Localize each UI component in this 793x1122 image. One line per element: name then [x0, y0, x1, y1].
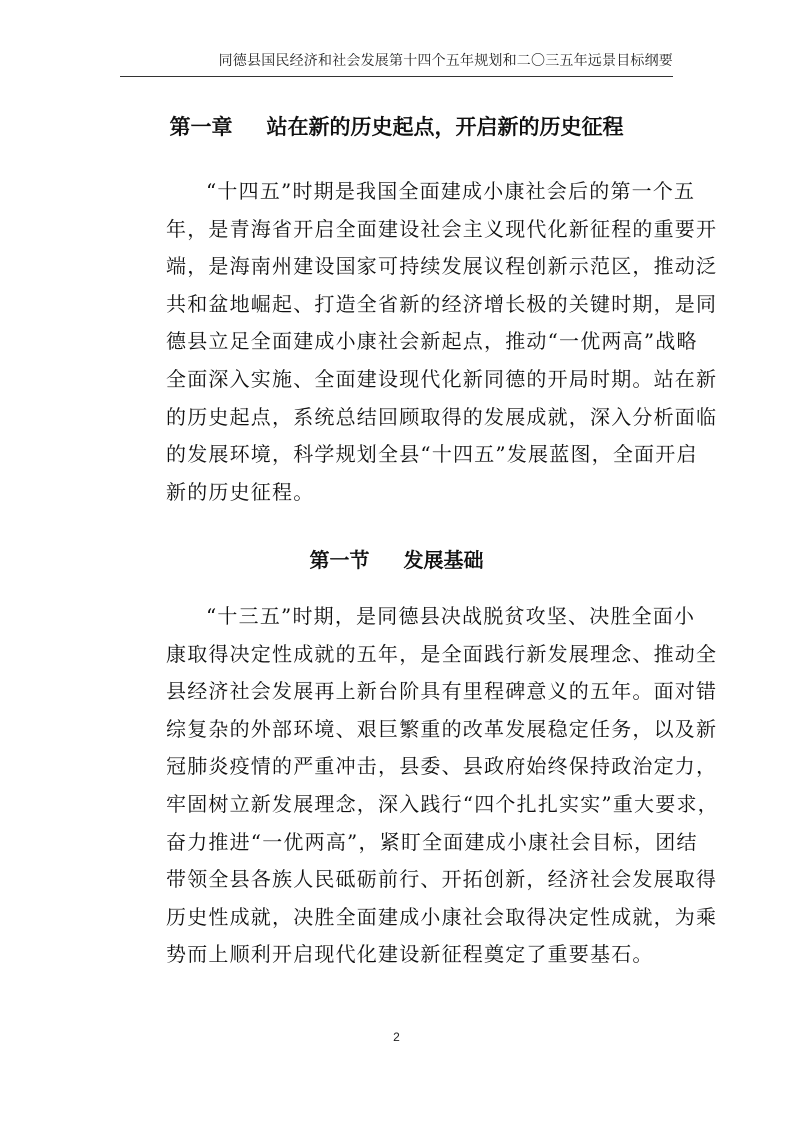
paragraph-line: 县经济社会发展再上新台阶具有里程碑意义的五年。面对错: [166, 679, 718, 704]
paragraph-line: 历史性成就，决胜全面建成小康社会取得决定性成就，为乘: [166, 904, 718, 929]
paragraph-line: 综复杂的外部环境、艰巨繁重的改革发展稳定任务，以及新: [166, 716, 718, 741]
paragraph-line: 德县立足全面建成小康社会新起点，推动“一优两高”战略: [166, 329, 698, 354]
chapter-title-text: 站在新的历史起点，开启新的历史征程: [266, 115, 624, 139]
section-title: [120, 545, 673, 575]
section-title-text: 发展基础: [403, 548, 484, 572]
paragraph-line: “十三五”时期，是同德县决战脱贫攻坚、决胜全面小: [206, 604, 696, 628]
paragraph-line: 冠肺炎疫情的严重冲击，县委、县政府始终保持政治定力，: [166, 754, 718, 779]
paragraph-line: 全面深入实施、全面建设现代化新同德的开局时期。站在新: [166, 366, 718, 391]
page-number: 2: [393, 1030, 400, 1044]
paragraph-line: 牢固树立新发展理念，深入践行“四个扎扎实实”重大要求，: [166, 791, 719, 816]
paragraph-line: 共和盆地崛起、打造全省新的经济增长极的关键时期，是同: [166, 291, 718, 316]
paragraph-line: 带领全县各族人民砥砺前行、开拓创新，经济社会发展取得: [166, 867, 718, 892]
paragraph-line: 年，是青海省开启全面建设社会主义现代化新征程的重要开: [166, 216, 718, 241]
paragraph-line: “十四五”时期是我国全面建成小康社会后的第一个五: [206, 179, 696, 203]
intro-paragraph: [166, 173, 718, 511]
paragraph-line: 的发展环境，科学规划全县“十四五”发展蓝图，全面开启: [166, 442, 698, 467]
section-number: 第一节: [309, 548, 370, 572]
paragraph-line: 的历史起点，系统总结回顾取得的发展成就，深入分析面临: [166, 404, 718, 429]
section-paragraph: [166, 598, 719, 974]
paragraph-line: 奋力推进“一优两高”，紧盯全面建成小康社会目标，团结: [166, 829, 698, 854]
chapter-title: [120, 112, 673, 142]
paragraph-line: 端，是海南州建设国家可持续发展议程创新示范区，推动泛: [166, 254, 718, 279]
chapter-number: 第一章: [169, 115, 233, 139]
paragraph-line: 势而上顺利开启现代化建设新征程奠定了重要基石。: [166, 942, 654, 967]
paragraph-line: 新的历史征程。: [166, 479, 315, 504]
running-header: 同德县国民经济和社会发展第十四个五年规划和二〇三五年远景目标纲要: [120, 50, 673, 77]
paragraph-line: 康取得决定性成就的五年，是全面践行新发展理念、推动全: [166, 641, 718, 666]
